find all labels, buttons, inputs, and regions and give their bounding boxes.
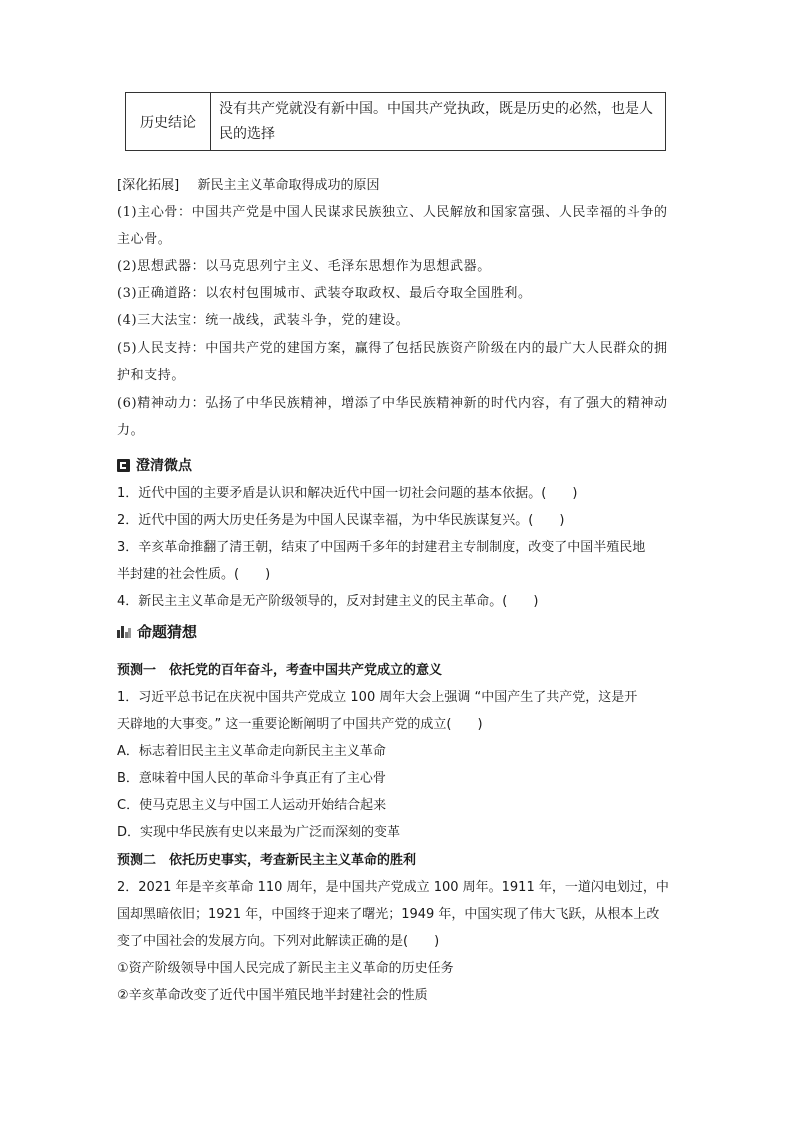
deepen-title: 新民主主义革命取得成功的原因 [197,178,380,193]
deepen-line: (1)主心骨：中国共产党是中国人民谋求民族独立、人民解放和国家富强、人民幸福的斗争的 [117,205,668,220]
question-one-option: D．实现中华民族有史以来最为广泛而深刻的变革 [117,825,401,840]
deepen-line: (4)三大法宝：统一战线，武装斗争，党的建设。 [117,313,410,328]
table-label-cell: 历史结论 [126,93,211,151]
deepen-heading [117,176,683,196]
question-one-option: B．意味着中国人民的革命斗争真正有了主心骨 [117,771,386,786]
clarify-line: 3．辛亥革命推翻了清王朝，结束了中国两千多年的封建君主专制制度，改变了中国半殖民地 [117,540,646,555]
deepen-line: 护和支持。 [117,368,186,383]
clarify-heading [117,455,192,475]
bars-icon [117,624,131,638]
deepen-line: (5)人民支持：中国共产党的建国方案，赢得了包括民族资产阶级在内的最广大人民群众的拥 [117,341,668,356]
deepen-line: (2)思想武器：以马克思列宁主义、毛泽东思想作为思想武器。 [117,259,491,274]
deepen-line: (6)精神动力：弘扬了中华民族精神，增添了中华民族精神新的时代内容，有了强大的精神动 [117,396,668,411]
clarify-line: 4．新民主主义革命是无产阶级领导的，反对封建主义的民主革命。( ) [117,594,539,609]
question-one-line: 1．习近平总书记在庆祝中国共产党成立 100 周年大会上强调 “中国产生了共产党，这是开 [117,690,638,705]
clarify-line: 2．近代中国的两大历史任务是为中国人民谋幸福，为中华民族谋复兴。( ) [117,513,565,528]
predict-heading [117,621,197,641]
clarify-line: 半封建的社会性质。( ) [117,567,271,582]
predict-heading-text: 命题猜想 [137,622,198,641]
clarify-heading-text: 澄清微点 [136,458,192,474]
deepen-line: (3)正确道路：以农村包围城市、武装夺取政权、最后夺取全国胜利。 [117,286,532,301]
deepen-tag: [深化拓展] [117,178,180,193]
question-two-line: 2．2021 年是辛亥革命 110 周年，是中国共产党成立 100 周年。1911 年，一道闪电划过，中 [117,880,669,895]
deepen-line: 主心骨。 [117,232,172,247]
question-one-option: A．标志着旧民主主义革命走向新民主主义革命 [117,744,386,759]
deepen-line: 力。 [117,423,145,438]
history-conclusion-table [125,92,666,151]
question-two-line: 国却黑暗依旧；1921 年，中国终于迎来了曙光；1949 年，中国实现了伟大飞跃，从根本上改 [117,907,660,922]
question-two-option: ②辛亥革命改变了近代中国半殖民地半封建社会的性质 [117,988,428,1003]
table-content-cell: 没有共产党就没有新中国。中国共产党执政，既是历史的必然，也是人民的选择 [211,93,666,151]
question-one-line: 天辟地的大事变。” 这一重要论断阐明了中国共产党的成立( ) [117,717,483,732]
question-two-option: ①资产阶级领导中国人民完成了新民主主义革命的历史任务 [117,961,454,976]
question-one-option: C．使马克思主义与中国工人运动开始结合起来 [117,798,387,813]
clarify-line: 1．近代中国的主要矛盾是认识和解决近代中国一切社会问题的基本依据。( ) [117,486,578,501]
prediction-one-title: 预测一 依托党的百年奋斗，考查中国共产党成立的意义 [117,663,443,678]
prediction-two-title: 预测二 依托历史事实，考查新民主主义革命的胜利 [117,853,417,868]
clarify-icon [117,459,130,472]
question-two-line: 变了中国社会的发展方向。下列对此解读正确的是( ) [117,934,440,949]
